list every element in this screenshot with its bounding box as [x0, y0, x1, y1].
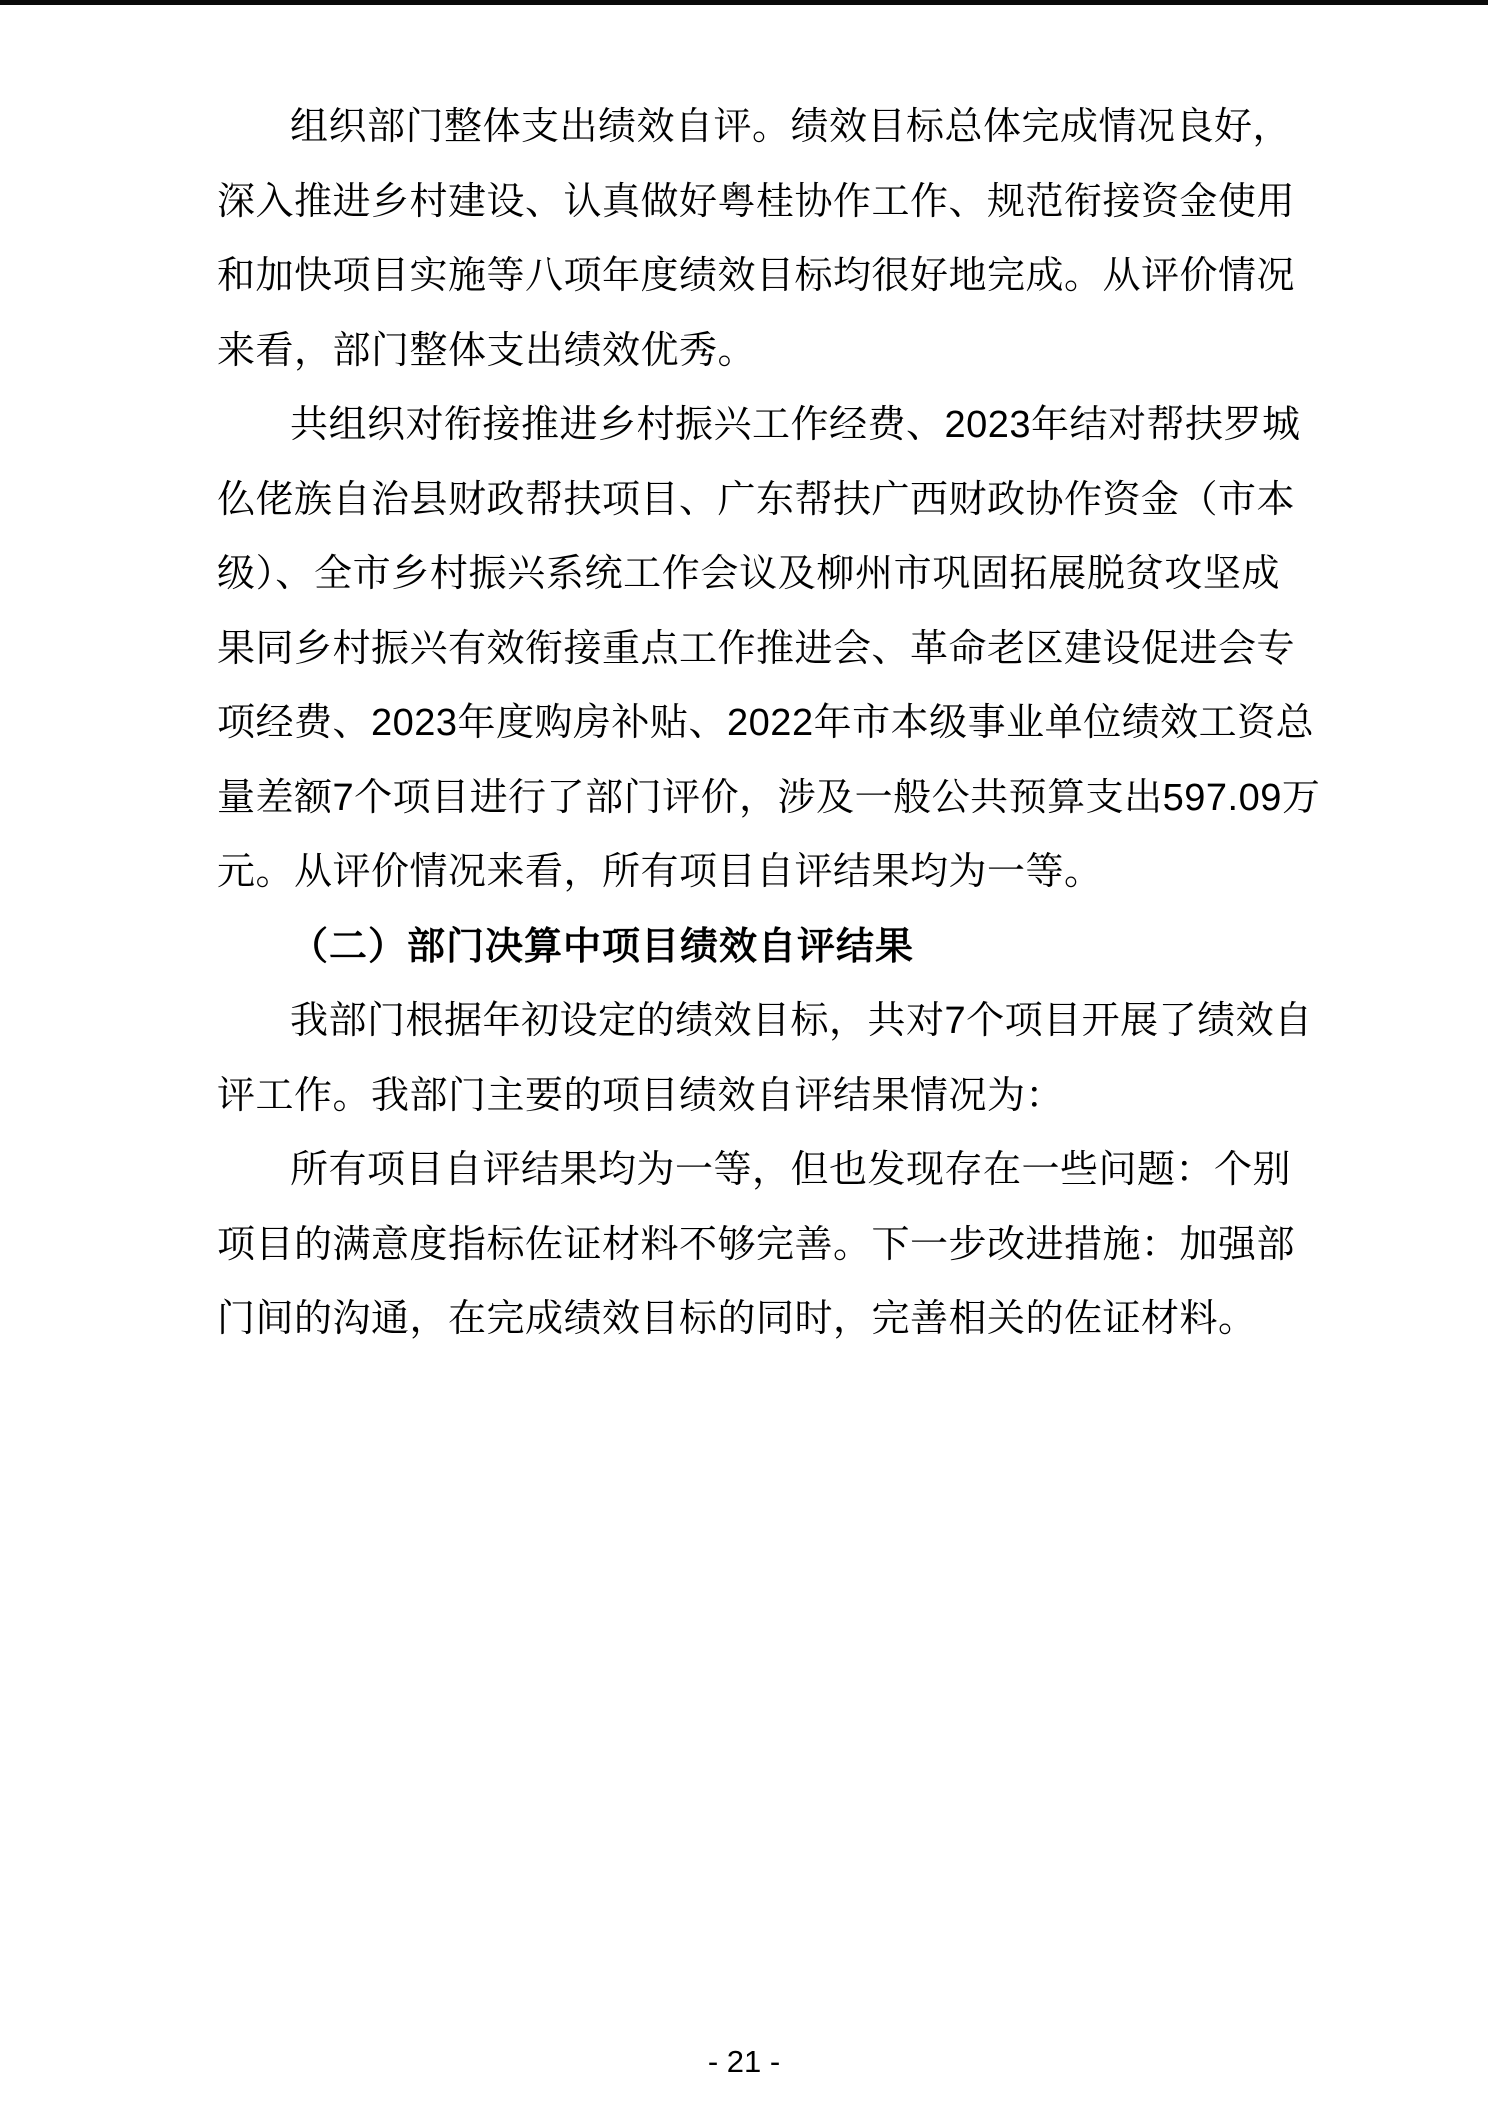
paragraph-project-evaluation-list — [217, 388, 1321, 910]
text-line: 元。从评价情况来看，所有项目自评结果均为一等。 — [217, 851, 1103, 893]
text-line: 来看，部门整体支出绩效优秀。 — [217, 329, 757, 372]
text-line: 果同乡村振兴有效衔接重点工作推进会、革命老区建设促进会专 — [217, 627, 1296, 670]
text-line: 我部门根据年初设定的绩效目标，共对7个项目开展了绩效自 — [290, 1000, 1313, 1042]
section-heading: （二）部门决算中项目绩效自评结果 — [290, 925, 915, 968]
scan-artifact-top-bar — [0, 0, 1488, 5]
text-line: 组织部门整体支出绩效自评。绩效目标总体完成情况良好， — [290, 106, 1292, 148]
page-number: - 21 - — [707, 2044, 781, 2079]
paragraph-results-and-improvements — [217, 1133, 1296, 1357]
text-line: 和加快项目实施等八项年度绩效目标均很好地完成。从评价情况 — [217, 255, 1296, 297]
text-line: 共组织对衔接推进乡村振兴工作经费、2023年结对帮扶罗城 — [290, 404, 1301, 446]
text-line: 仫佬族自治县财政帮扶项目、广东帮扶广西财政协作资金（市本 — [217, 478, 1296, 521]
paragraph-self-evaluation-scope — [217, 984, 1313, 1133]
text-line: 门间的沟通，在完成绩效目标的同时，完善相关的佐证材料。 — [217, 1298, 1257, 1340]
text-line: 深入推进乡村建设、认真做好粤桂协作工作、规范衔接资金使用 — [217, 180, 1296, 223]
text-line: 评工作。我部门主要的项目绩效自评结果情况为： — [217, 1074, 1065, 1117]
text-line: 所有项目自评结果均为一等，但也发现存在一些问题：个别 — [290, 1149, 1292, 1191]
document-body — [217, 90, 1321, 1357]
paragraph-overall-self-evaluation — [217, 90, 1296, 388]
text-line: 级）、全市乡村振兴系统工作会议及柳州市巩固拓展脱贫攻坚成 — [217, 553, 1280, 595]
text-line: 项经费、2023年度购房补贴、2022年市本级事业单位绩效工资总 — [217, 702, 1315, 744]
text-line: 量差额7个项目进行了部门评价，涉及一般公共预算支出597.09万 — [217, 776, 1321, 819]
text-line: 项目的满意度指标佐证材料不够完善。下一步改进措施：加强部 — [217, 1223, 1296, 1266]
